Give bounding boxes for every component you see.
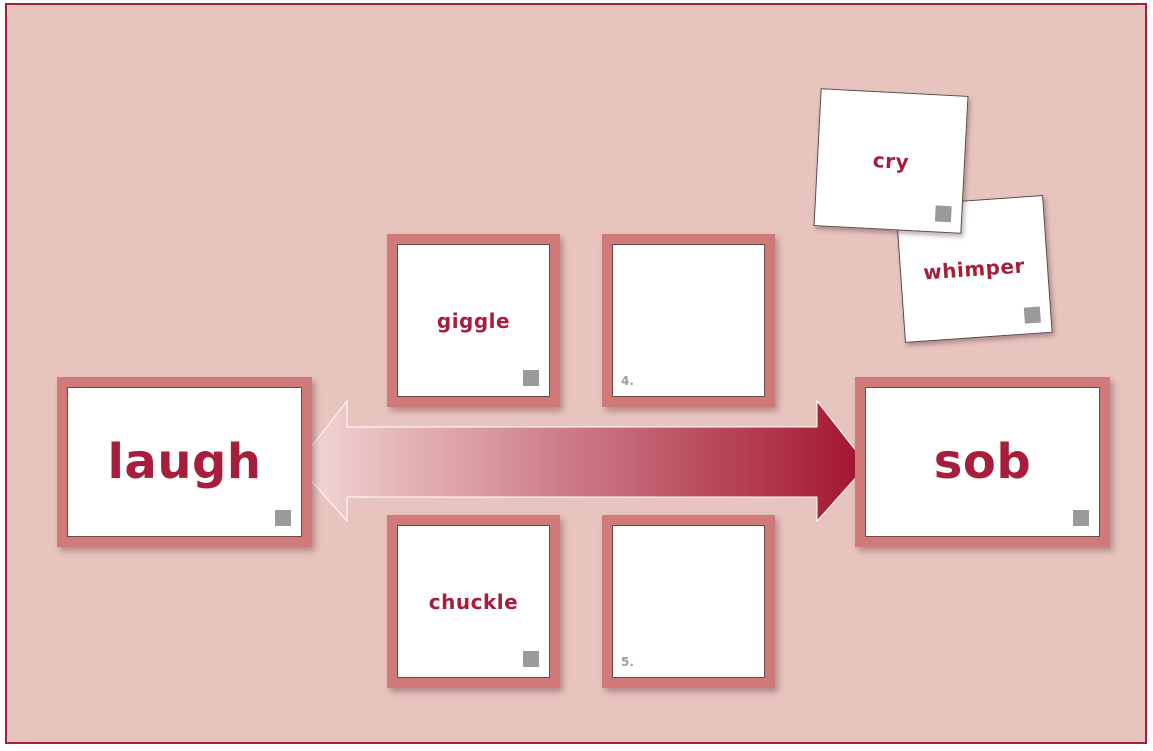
game-board	[5, 3, 1147, 744]
left-endpoint-card	[67, 387, 302, 537]
word-card-cry[interactable]	[813, 88, 968, 234]
drag-handle-icon[interactable]	[523, 651, 539, 667]
drag-handle-icon[interactable]	[1073, 510, 1089, 526]
slot-number-label: 4.	[621, 374, 634, 388]
right-endpoint-word: sob	[933, 434, 1032, 490]
slot-bottom-left-card[interactable]	[397, 525, 550, 678]
slot-bottom-left-word: chuckle	[428, 589, 519, 614]
slot-bottom-right-drop-zone[interactable]	[612, 525, 765, 678]
double-arrow-icon	[7, 5, 1149, 746]
word-card-label: whimper	[922, 253, 1026, 285]
drag-handle-icon[interactable]	[1024, 307, 1041, 324]
drag-handle-icon[interactable]	[523, 370, 539, 386]
word-card-label: cry	[872, 148, 910, 174]
slot-number-label: 5.	[621, 655, 634, 669]
slot-top-right-drop-zone[interactable]	[612, 244, 765, 397]
slot-top-left-word: giggle	[436, 308, 511, 333]
drag-handle-icon[interactable]	[275, 510, 291, 526]
right-endpoint-card	[865, 387, 1100, 537]
left-endpoint-word: laugh	[107, 434, 262, 490]
slot-top-left-card[interactable]	[397, 244, 550, 397]
drag-handle-icon[interactable]	[935, 205, 952, 222]
